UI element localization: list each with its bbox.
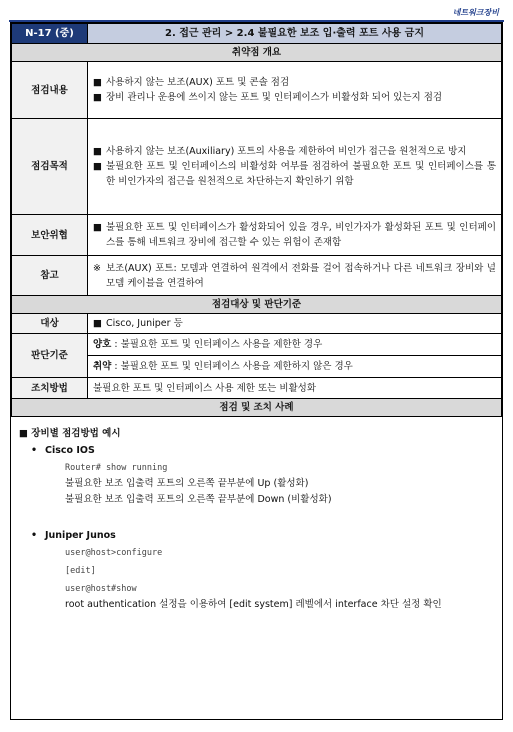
cisco-note: 불필요한 보조 입출력 포트의 오른쪽 끝부분에 Up (활성화) bbox=[65, 478, 309, 489]
target-cell bbox=[88, 314, 502, 334]
juniper-command: user@host>configure bbox=[65, 548, 163, 558]
dot-icon: • bbox=[31, 530, 38, 541]
cisco-name: Cisco IOS bbox=[45, 445, 95, 456]
label-judge: 판단기준 bbox=[12, 334, 88, 378]
cisco-note: 불필요한 보조 입출력 포트의 오른쪽 끝부분에 Down (비활성화) bbox=[65, 494, 332, 505]
juniper-note: root authentication 설정을 이용하여 [edit system] 레벨에서 interface 차단 설정 확인 bbox=[65, 599, 442, 610]
label-note: 참고 bbox=[12, 256, 88, 296]
item-table bbox=[11, 23, 502, 417]
check-content-cell bbox=[88, 62, 502, 119]
bullet-item bbox=[93, 316, 496, 331]
note-item bbox=[93, 261, 496, 291]
label-security-threat: 보안위협 bbox=[12, 215, 88, 256]
example-heading bbox=[19, 425, 494, 439]
item-title: 2. 접근 관리 > 2.4 불필요한 보조 입·출력 포트 사용 금지 bbox=[88, 24, 502, 44]
label-target: 대상 bbox=[12, 314, 88, 334]
label-check-content: 점검내용 bbox=[12, 62, 88, 119]
bullet-item bbox=[93, 75, 496, 90]
good-label: 양호 bbox=[93, 339, 112, 350]
note-text: 보조(AUX) 포트: 모뎀과 연결하여 원격에서 전화를 걸어 접속하거나 다른 네트워크 장비와 널 모뎀 케이블을 연결하여 bbox=[106, 262, 496, 289]
bullet-text: 불필요한 포트 및 인터페이스의 비활성화 여부를 점검하여 불필요한 포트 및 인터페이스를 통한 비인가자의 접근을 원천적으로 차단하는지 확인하기 위함 bbox=[106, 161, 496, 187]
action-text: 불필요한 포트 및 인터페이스 사용 제한 또는 비활성화 bbox=[88, 378, 502, 399]
cisco-heading bbox=[31, 445, 494, 456]
bullet-icon: ■ bbox=[93, 146, 102, 157]
judge-good-cell bbox=[88, 334, 502, 356]
judge-bad-cell bbox=[88, 356, 502, 378]
section-cases: 점검 및 조치 사례 bbox=[12, 399, 502, 417]
bullet-icon: ■ bbox=[93, 161, 102, 172]
juniper-name: Juniper Junos bbox=[45, 530, 116, 541]
juniper-heading bbox=[31, 530, 494, 541]
bullet-icon: ■ bbox=[93, 318, 102, 329]
bullet-text: 불필요한 포트 및 인터페이스가 활성화되어 있을 경우, 비인가자가 활성화된 포트 및 인터페이스를 통해 네트워크 장비에 접근할 수 있는 위험이 존재함 bbox=[106, 222, 496, 248]
bullet-icon: ■ bbox=[19, 428, 28, 439]
note-cell bbox=[88, 256, 502, 296]
bad-text: : 불필요한 포트 및 인터페이스 사용을 제한하지 않은 경우 bbox=[114, 361, 353, 372]
security-threat-cell bbox=[88, 215, 502, 256]
bullet-text: 사용하지 않는 보조(Auxiliary) 포트의 사용을 제한하여 비인가 접근을 원천적으로 방지 bbox=[106, 146, 467, 157]
header-tag: 네트워크장비 bbox=[452, 8, 499, 17]
bullet-item bbox=[93, 159, 496, 189]
bullet-text: 사용하지 않는 보조(AUX) 포트 및 콘솔 점검 bbox=[106, 77, 290, 88]
bad-label: 취약 bbox=[93, 361, 112, 372]
label-check-purpose: 점검목적 bbox=[12, 119, 88, 215]
dot-icon: • bbox=[31, 445, 38, 456]
bullet-item bbox=[93, 90, 496, 105]
bullet-item bbox=[93, 220, 496, 250]
target-value: Cisco, Juniper 등 bbox=[106, 318, 183, 329]
section-criteria: 점검대상 및 판단기준 bbox=[12, 296, 502, 314]
example-area bbox=[11, 417, 502, 613]
bullet-icon: ■ bbox=[93, 77, 102, 88]
bullet-icon: ■ bbox=[93, 222, 102, 233]
juniper-command: user@host#show bbox=[65, 584, 137, 594]
bullet-item bbox=[93, 144, 496, 159]
example-heading-text: 장비별 점검방법 예시 bbox=[31, 428, 121, 439]
bullet-text: 장비 관리나 운용에 쓰이지 않는 포트 및 인터페이스가 비활성화 되어 있는지 점검 bbox=[106, 92, 443, 103]
note-mark: ※ bbox=[93, 262, 101, 274]
inspection-sheet bbox=[10, 22, 503, 720]
good-text: : 불필요한 포트 및 인터페이스 사용을 제한한 경우 bbox=[114, 339, 323, 350]
item-code: N-17 (중) bbox=[12, 24, 88, 44]
label-action: 조치방법 bbox=[12, 378, 88, 399]
cisco-command: Router# show running bbox=[65, 463, 168, 473]
juniper-command: [edit] bbox=[65, 566, 96, 576]
bullet-icon: ■ bbox=[93, 92, 102, 103]
check-purpose-cell bbox=[88, 119, 502, 215]
section-overview: 취약점 개요 bbox=[12, 44, 502, 62]
